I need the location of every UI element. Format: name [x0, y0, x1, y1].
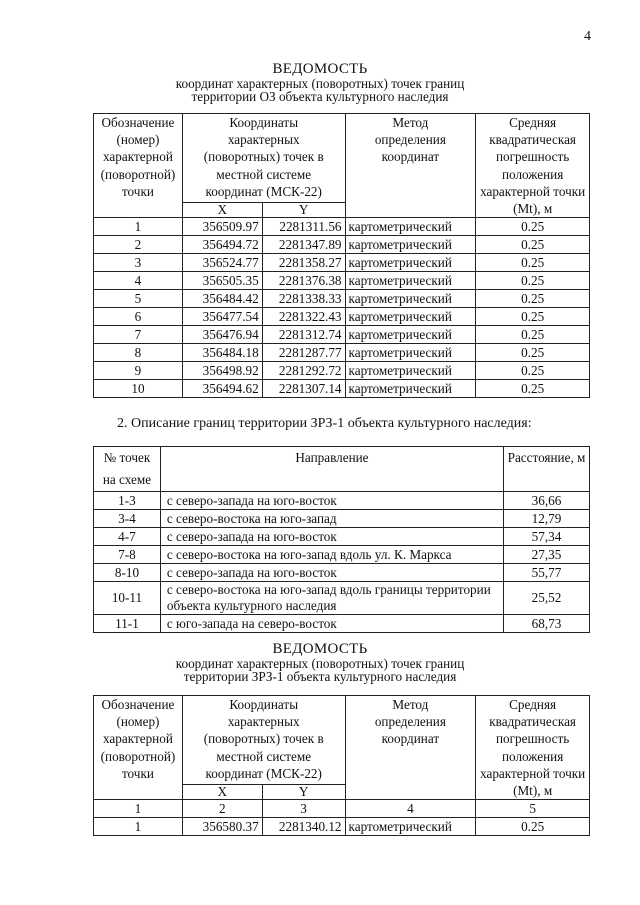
point-number: 10 — [94, 380, 183, 398]
coord-y: 2281338.33 — [262, 290, 345, 308]
col-point-id: Обозначение (номер) характерной (поворотной) точки — [94, 696, 183, 800]
error: 0.25 — [476, 818, 590, 836]
table-row — [94, 290, 590, 308]
error: 0.25 — [476, 290, 590, 308]
section2-caption: 2. Описание границ территории ЗРЗ-1 объекта культурного наследия: — [117, 416, 532, 431]
point-number: 8 — [94, 344, 183, 362]
col-x: X — [182, 785, 262, 800]
coordinates-table-oz — [93, 113, 590, 398]
direction: с северо-востока на юго-запад вдоль ул. К. Маркса — [160, 546, 503, 564]
error: 0.25 — [476, 218, 590, 236]
coord-y: 2281311.56 — [262, 218, 345, 236]
point-number: 1 — [94, 218, 183, 236]
distance: 68,73 — [504, 615, 590, 633]
point-number: 3 — [94, 254, 183, 272]
col-y: Y — [262, 203, 345, 218]
table-row — [94, 615, 590, 633]
distance: 27,35 — [504, 546, 590, 564]
sheet2-subtitle-1: координат характерных (поворотных) точек границ — [175, 656, 465, 671]
col-coordinates: Координаты характерных (поворотных) точек в местной системе координат (МСК-22) — [182, 696, 345, 785]
sheet1-heading — [0, 61, 640, 103]
point-number: 9 — [94, 362, 183, 380]
col-error: Средняя квадратическая погрешность положения характерной точки (Mt), м — [476, 696, 590, 800]
sheet2-heading — [0, 641, 640, 683]
coord-y: 2281376.38 — [262, 272, 345, 290]
point-number: 4 — [94, 272, 183, 290]
coord-x: 356509.97 — [182, 218, 262, 236]
distance: 12,79 — [504, 510, 590, 528]
page-number: 4 — [584, 29, 591, 44]
direction: с северо-запада на юго-восток — [160, 564, 503, 582]
table-row — [94, 582, 590, 615]
method: картометрический — [345, 290, 476, 308]
method: картометрический — [345, 218, 476, 236]
coord-y: 2281322.43 — [262, 308, 345, 326]
coord-y: 2281292.72 — [262, 362, 345, 380]
col-method: Метод определения координат — [345, 696, 476, 800]
column-number: 4 — [345, 800, 476, 818]
direction: с северо-запада на юго-восток — [160, 492, 503, 510]
coord-x: 356505.35 — [182, 272, 262, 290]
col-coordinates: Координаты характерных (поворотных) точек в местной системе координат (МСК-22) — [182, 114, 345, 203]
table-row — [94, 546, 590, 564]
coord-x: 356580.37 — [182, 818, 262, 836]
direction: с юго-запада на северо-восток — [160, 615, 503, 633]
method: картометрический — [345, 272, 476, 290]
table-row — [94, 236, 590, 254]
table-row — [94, 272, 590, 290]
sheet1-subtitle-2: территории ОЗ объекта культурного наследия — [191, 89, 449, 104]
coord-x: 356476.94 — [182, 326, 262, 344]
col-point-id: Обозначение (номер) характерной (поворотной) точки — [94, 114, 183, 218]
column-number: 3 — [262, 800, 345, 818]
coord-y: 2281358.27 — [262, 254, 345, 272]
method: картометрический — [345, 344, 476, 362]
coord-y: 2281340.12 — [262, 818, 345, 836]
table-row — [94, 218, 590, 236]
direction: с северо-востока на юго-запад вдоль границы территории объекта культурного наследия — [160, 582, 503, 615]
col-error: Средняя квадратическая погрешность положения характерной точки (Mt), м — [476, 114, 590, 218]
error: 0.25 — [476, 326, 590, 344]
table-row — [94, 380, 590, 398]
column-number: 2 — [182, 800, 262, 818]
boundary-description-table — [93, 446, 590, 633]
direction: с северо-востока на юго-запад — [160, 510, 503, 528]
coord-x: 356524.77 — [182, 254, 262, 272]
column-number: 1 — [94, 800, 183, 818]
table-row — [94, 492, 590, 510]
method: картометрический — [345, 380, 476, 398]
distance: 36,66 — [504, 492, 590, 510]
coord-y: 2281307.14 — [262, 380, 345, 398]
table-row — [94, 818, 590, 836]
sheet2-subtitle-2: территории ЗРЗ-1 объекта культурного наследия — [183, 669, 457, 684]
error: 0.25 — [476, 380, 590, 398]
distance: 57,34 — [504, 528, 590, 546]
coordinates-table-zrz1 — [93, 695, 590, 836]
col-x: X — [182, 203, 262, 218]
column-numbering-row — [94, 800, 590, 818]
sheet2-title: ВЕДОМОСТЬ — [272, 641, 368, 657]
points: 3-4 — [94, 510, 161, 528]
table-row — [94, 308, 590, 326]
col-distance: Расстояние, м — [504, 447, 590, 492]
method: картометрический — [345, 326, 476, 344]
direction: с северо-запада на юго-восток — [160, 528, 503, 546]
coord-x: 356484.18 — [182, 344, 262, 362]
coord-x: 356477.54 — [182, 308, 262, 326]
points: 8-10 — [94, 564, 161, 582]
points: 1-3 — [94, 492, 161, 510]
error: 0.25 — [476, 254, 590, 272]
table-row — [94, 254, 590, 272]
col-points: № точек на схеме — [94, 447, 161, 492]
error: 0.25 — [476, 272, 590, 290]
error: 0.25 — [476, 362, 590, 380]
table-row — [94, 564, 590, 582]
point-number: 2 — [94, 236, 183, 254]
distance: 25,52 — [504, 582, 590, 615]
sheet1-subtitle-1: координат характерных (поворотных) точек границ — [175, 76, 465, 91]
coord-y: 2281312.74 — [262, 326, 345, 344]
error: 0.25 — [476, 236, 590, 254]
points: 10-11 — [94, 582, 161, 615]
point-number: 1 — [94, 818, 183, 836]
table-row — [94, 362, 590, 380]
error: 0.25 — [476, 344, 590, 362]
points: 7-8 — [94, 546, 161, 564]
method: картометрический — [345, 308, 476, 326]
method: картометрический — [345, 362, 476, 380]
points: 11-1 — [94, 615, 161, 633]
coord-x: 356484.42 — [182, 290, 262, 308]
col-y: Y — [262, 785, 345, 800]
method: картометрический — [345, 236, 476, 254]
points: 4-7 — [94, 528, 161, 546]
table-row — [94, 528, 590, 546]
coord-x: 356494.72 — [182, 236, 262, 254]
point-number: 6 — [94, 308, 183, 326]
col-direction: Направление — [160, 447, 503, 492]
point-number: 7 — [94, 326, 183, 344]
distance: 55,77 — [504, 564, 590, 582]
table-row — [94, 510, 590, 528]
table-row — [94, 326, 590, 344]
coord-y: 2281287.77 — [262, 344, 345, 362]
sheet1-title: ВЕДОМОСТЬ — [272, 61, 368, 77]
coord-x: 356494.62 — [182, 380, 262, 398]
column-number: 5 — [476, 800, 590, 818]
col-method: Метод определения координат — [345, 114, 476, 218]
coord-x: 356498.92 — [182, 362, 262, 380]
method: картометрический — [345, 254, 476, 272]
point-number: 5 — [94, 290, 183, 308]
error: 0.25 — [476, 308, 590, 326]
table-row — [94, 344, 590, 362]
coord-y: 2281347.89 — [262, 236, 345, 254]
method: картометрический — [345, 818, 476, 836]
